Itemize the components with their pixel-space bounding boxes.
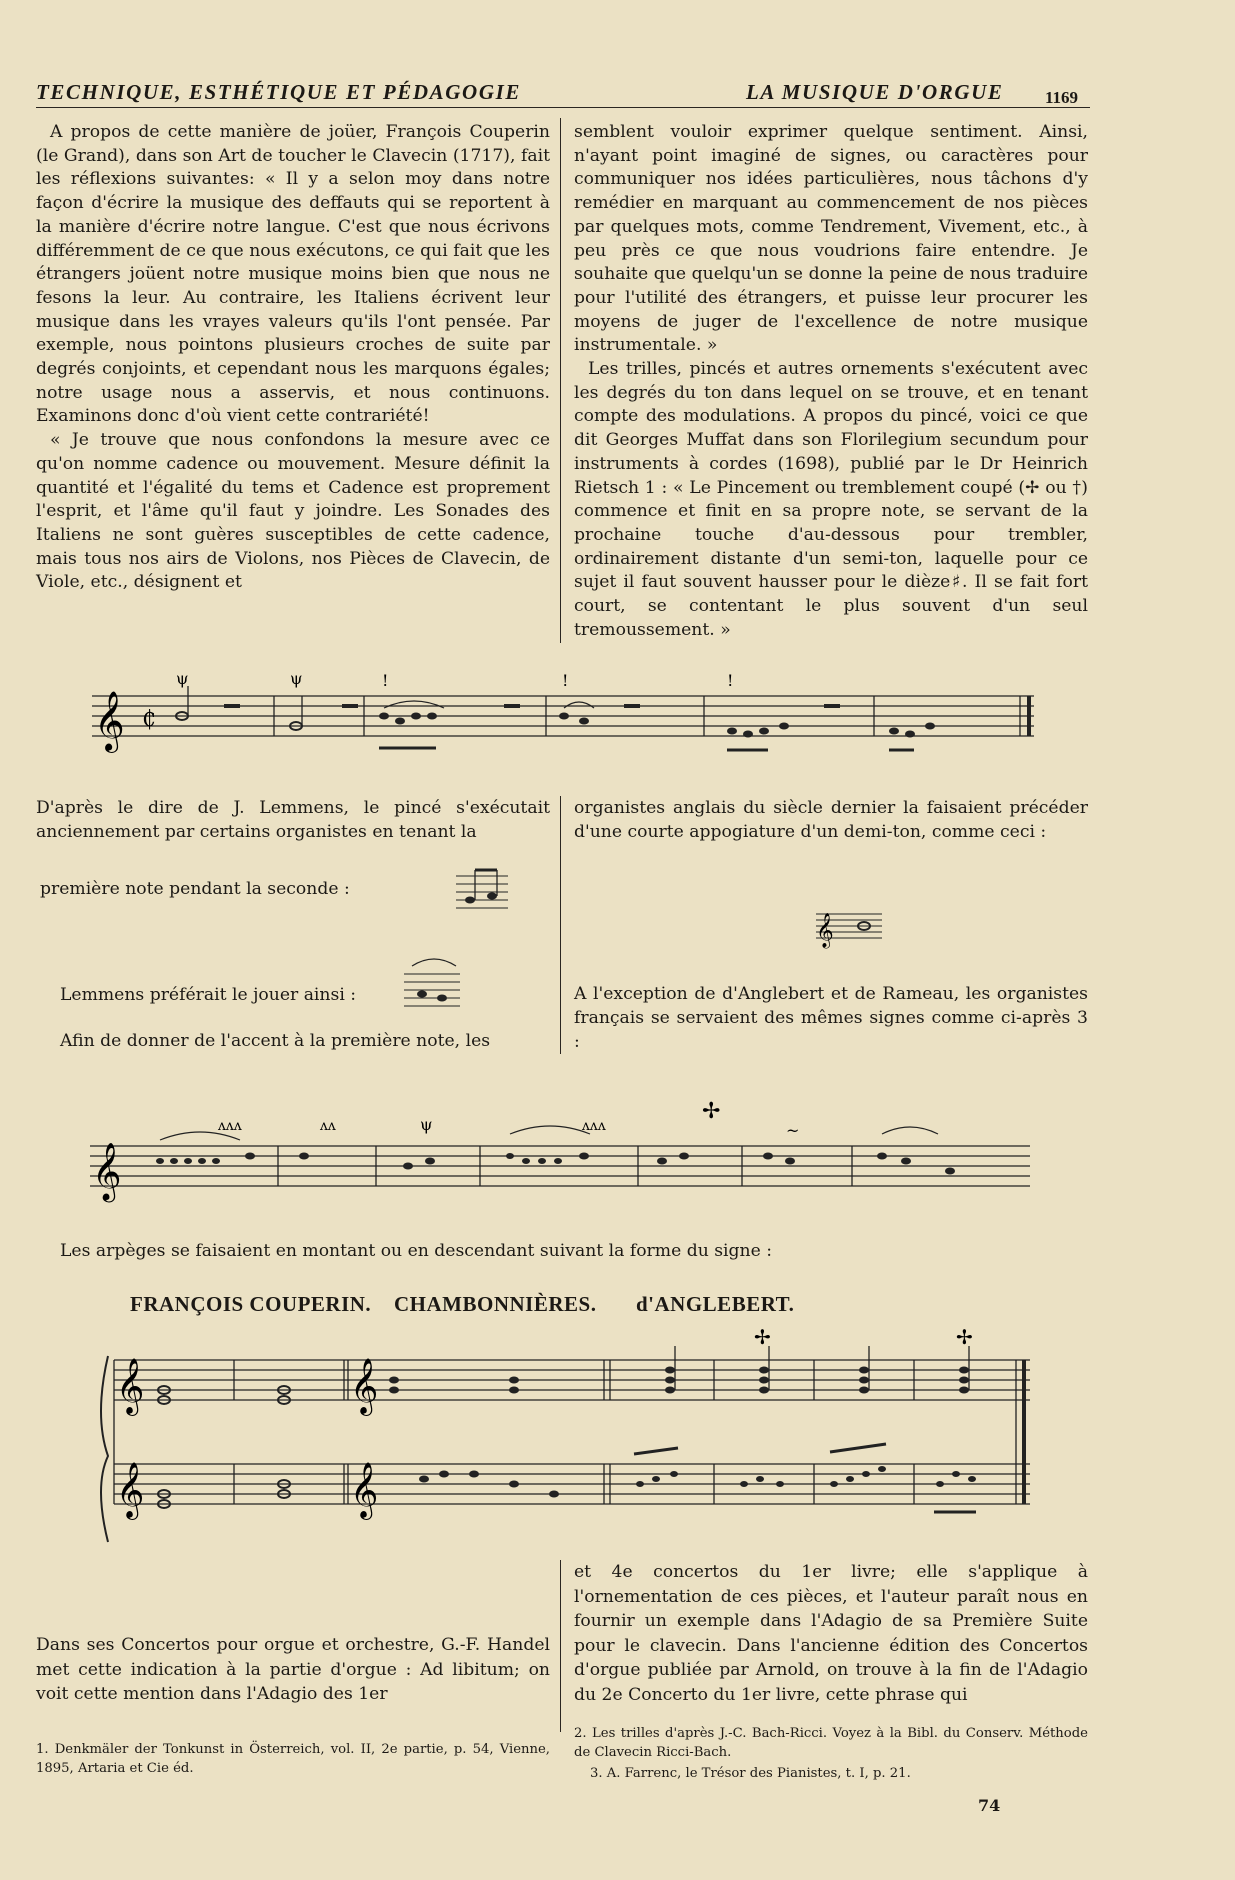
lemmens-text: D'après le dire de J. Lemmens, le pincé s'exécutait anciennement par certains organistes en tenant la bbox=[36, 798, 550, 842]
svg-text:𝄞: 𝄞 bbox=[116, 1462, 145, 1518]
pince-sign: ψ bbox=[176, 669, 189, 688]
music-example-lemmens-1 bbox=[456, 866, 516, 916]
music-example-ornaments bbox=[90, 1094, 1034, 1200]
pince-sign: ! bbox=[382, 671, 389, 690]
svg-text:~: ~ bbox=[786, 1121, 800, 1140]
page-number-bottom: 74 bbox=[978, 1796, 1001, 1815]
svg-text:𝄞: 𝄞 bbox=[350, 1462, 379, 1518]
pince-sign: ! bbox=[727, 671, 734, 690]
composer-chambonnieres: CHAMBONNIÈRES. bbox=[394, 1292, 597, 1316]
exception-text: A l'exception de d'Anglebert et de Rameau, les organistes français se servaient des mêmes signes comme ci-après 3 : bbox=[574, 984, 1088, 1052]
header-rule bbox=[36, 107, 1090, 108]
music-example-arpeggios bbox=[94, 1316, 1034, 1556]
concertos-text: et 4e concertos du 1er livre; elle s'applique à l'ornementation de ces pièces, et l'auteur paraît nous en fournir un exemple dans l'Adagio de sa Première Suite pour le clavecin. Dans l'ancienne édition des Concertos d'orgue publiée par Arnold, on trouve à la fin de l'Adagio du 2e Concerto du 1er livre, cette phrase qui bbox=[574, 1562, 1088, 1705]
treble-clef: 𝄞 bbox=[94, 691, 125, 751]
svg-text:ʌʌʌ: ʌʌʌ bbox=[582, 1118, 606, 1134]
music-example-appoggiatura bbox=[816, 906, 886, 946]
svg-text:𝄞: 𝄞 bbox=[350, 1358, 379, 1414]
paragraph-trilles: Les trilles, pincés et autres ornements s'exécutent avec les degrés du ton dans lequel on se trouve, et en tenant compte des modulations. A propos du pincé, voici ce que dit Georges Muffat dans son Florilegium secundum pour instruments à cordes (1698), publié par le Dr Heinrich Rietsch 1 : « Le Pincement ou tremblement coupé (✢ ou †) commence et finit en sa propre note, se servant de la prochaine touche d'au-dessous pour trembler, ordinairement distante d'un semi-ton, laquelle pour ce sujet il faut souvent hausser pour le dièze♯. Il se fait fort court, se contentant le plus souvent d'un seul tremoussement. » bbox=[574, 359, 1088, 640]
anglais-text: organistes anglais du siècle dernier la faisaient précéder d'une courte appogiature d'un demi-ton, comme ceci : bbox=[574, 798, 1088, 842]
column-right bbox=[574, 121, 1088, 642]
cut-time-sign: ₵ bbox=[142, 707, 156, 732]
music-example-lemmens-2 bbox=[404, 956, 468, 1010]
svg-text:✢: ✢ bbox=[702, 1099, 721, 1124]
svg-text:𝄞: 𝄞 bbox=[816, 913, 834, 948]
handel-text: Dans ses Concertos pour orgue et orchestre, G.-F. Handel met cette indication à la partie d'orgue : Ad libitum; on voit cette mention dans l'Adagio des 1er bbox=[36, 1635, 550, 1704]
afin-text: Afin de donner de l'accent à la première note, les bbox=[60, 1031, 491, 1051]
column-left bbox=[36, 121, 550, 595]
footnote-2: 2. Les trilles d'après J.-C. Bach-Ricci. Voyez à la Bibl. du Conserv. Méthode de Clavecin Ricci-Bach. bbox=[574, 1726, 1088, 1760]
paragraph-mesure: « Je trouve que nous confondons la mesure avec ce qu'on nomme cadence ou mouvement. Mesure définit la quantité et l'égalité du tems et Cadence est proprement l'esprit, et l'âme qu'il faut y joindre. Les Sonades des Italiens ne sont guères susceptibles de cette cadence, mais tous nos airs de Violons, nos Pièces de Clavecin, de Viole, etc., désignent et bbox=[36, 430, 550, 593]
composer-danglebert: d'ANGLEBERT. bbox=[636, 1292, 795, 1316]
composer-couperin: FRANÇOIS COUPERIN. bbox=[130, 1292, 372, 1316]
svg-text:ψ: ψ bbox=[420, 1115, 433, 1134]
paragraph-sentiment: semblent vouloir exprimer quelque sentiment. Ainsi, n'ayant point imaginé de signes, ou caractères pour communiquer nos idées particulières, nous tâchons d'y remédier en marquant au commencement de nos pièces par quelques mots, comme Tendrement, Vivement, etc., à peu près ce que nous voudrions faire entendre. Je souhaite que quelqu'un se donne la peine de nous traduire pour l'utilité des étrangers, et puisse leur procurer les moyens de juger de l'excellence de notre musique instrumentale. » bbox=[574, 122, 1088, 356]
svg-text:𝄞: 𝄞 bbox=[92, 1142, 122, 1200]
column-rule-top bbox=[560, 118, 561, 643]
svg-text:𝄞: 𝄞 bbox=[116, 1358, 145, 1414]
svg-text:✢: ✢ bbox=[754, 1325, 771, 1349]
running-header-left: TECHNIQUE, ESTHÉTIQUE ET PÉDAGOGIE bbox=[36, 80, 521, 104]
svg-text:ʌʌʌ: ʌʌʌ bbox=[218, 1118, 242, 1134]
page-number-top: 1169 bbox=[1045, 88, 1079, 107]
lemmens-text-2: première note pendant la seconde : bbox=[40, 879, 350, 899]
column-rule-mid bbox=[560, 796, 561, 1054]
lemmens-text-3: Lemmens préférait le jouer ainsi : bbox=[60, 985, 357, 1005]
music-example-muffat bbox=[84, 669, 1044, 756]
pince-sign: ! bbox=[562, 671, 569, 690]
arpeges-text: Les arpèges se faisaient en montant ou en descendant suivant la forme du signe : bbox=[60, 1241, 773, 1261]
column-rule-bottom bbox=[560, 1560, 561, 1732]
pince-sign: ψ bbox=[290, 669, 303, 688]
paragraph-couperin: A propos de cette manière de joüer, François Couperin (le Grand), dans son Art de toucher le Clavecin (1717), fait les réflexions suivantes: « Il y a selon moy dans notre façon d'écrire la musique des deffauts qui se reportent à la manière d'écrire notre langue. C'est que nous écrivons différemment de ce que nous exécutons, ce qui fait que les étrangers joüent notre musique moins bien que nous ne fesons la leur. Au contraire, les Italiens écrivent leur musique dans les vrayes valeurs qu'ils l'ont pensée. Par exemple, nous pointons plusieurs croches de suite par degrés conjoints, et cependant nous les marquons égales; notre usage nous a asservis, et nous continuons. Examinons donc d'où vient cette contrariété! bbox=[36, 122, 550, 427]
footnote-1: 1. Denkmäler der Tonkunst in Österreich, vol. II, 2e partie, p. 54, Vienne, 1895, Artaria et Cie éd. bbox=[36, 1742, 550, 1776]
svg-text:✢: ✢ bbox=[956, 1325, 973, 1349]
svg-text:ʌʌ: ʌʌ bbox=[320, 1118, 336, 1134]
footnote-3: 3. A. Farrenc, le Trésor des Pianistes, t. I, p. 21. bbox=[590, 1766, 911, 1781]
running-header-right: LA MUSIQUE D'ORGUE bbox=[746, 80, 1004, 104]
